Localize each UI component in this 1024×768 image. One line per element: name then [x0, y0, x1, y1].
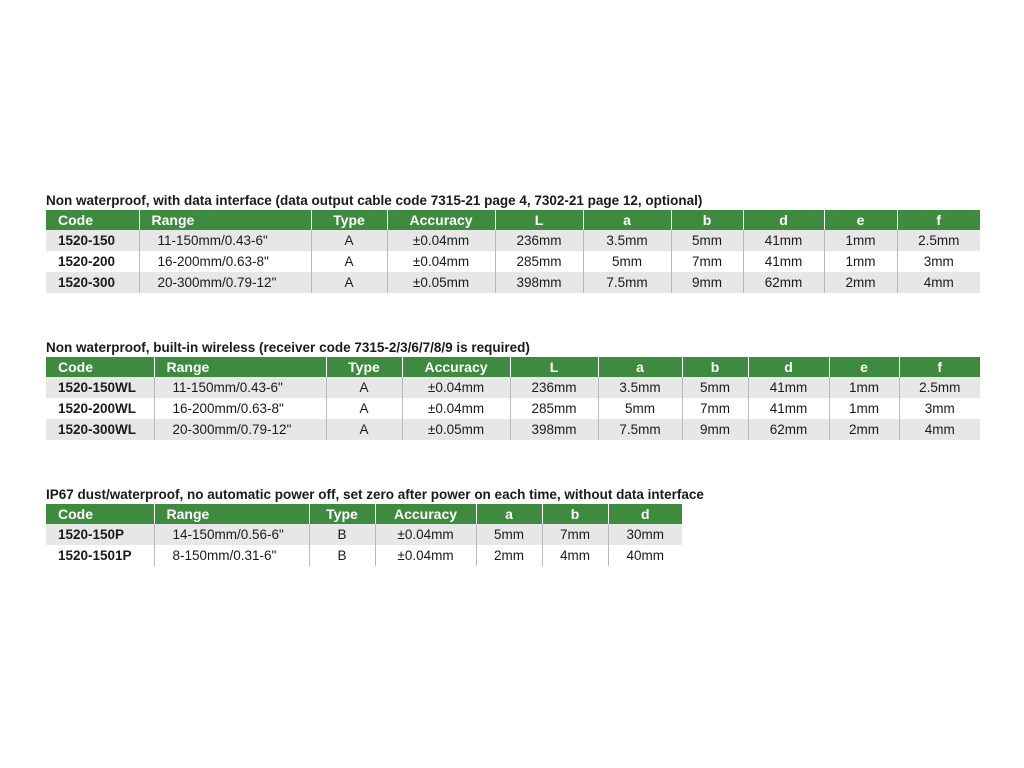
table-cell: 9mm [671, 272, 743, 293]
column-header: Accuracy [387, 210, 495, 230]
table-cell: A [326, 398, 402, 419]
column-header: L [495, 210, 583, 230]
table-cell: 1mm [829, 398, 899, 419]
header-row [46, 504, 682, 524]
table-cell: 236mm [510, 377, 598, 398]
column-header: Type [311, 210, 387, 230]
table-cell: 4mm [897, 272, 980, 293]
column-header: Range [139, 210, 311, 230]
table-cell: 1mm [824, 251, 897, 272]
table-body [46, 524, 682, 566]
table-row [46, 398, 980, 419]
table-cell: 62mm [743, 272, 824, 293]
table-row [46, 377, 980, 398]
table-row [46, 272, 980, 293]
table-cell: 3.5mm [583, 230, 671, 251]
table-cell: B [309, 524, 375, 545]
table-cell: 16-200mm/0.63-8" [139, 251, 311, 272]
table-cell: 7.5mm [583, 272, 671, 293]
column-header: d [743, 210, 824, 230]
table-cell: 5mm [682, 377, 748, 398]
column-header: b [671, 210, 743, 230]
table-cell: 11-150mm/0.43-6" [154, 377, 326, 398]
table-cell: ±0.04mm [402, 398, 510, 419]
section-title: Non waterproof, built-in wireless (receiver code 7315-2/3/6/7/8/9 is required) [46, 340, 530, 355]
code-cell: 1520-150P [46, 524, 154, 545]
table-cell: ±0.04mm [402, 377, 510, 398]
table-cell: ±0.04mm [375, 545, 476, 566]
table-cell: 285mm [495, 251, 583, 272]
table-cell: 7mm [671, 251, 743, 272]
table-cell: A [326, 377, 402, 398]
table-cell: A [326, 419, 402, 440]
table-body [46, 377, 980, 440]
column-header: f [897, 210, 980, 230]
section-data-interface [46, 192, 980, 293]
table-cell: 2.5mm [899, 377, 980, 398]
column-header: Code [46, 504, 154, 524]
table-cell: 398mm [495, 272, 583, 293]
table-cell: 20-300mm/0.79-12" [139, 272, 311, 293]
table-cell: 7mm [542, 524, 608, 545]
spec-table-wireless [46, 357, 980, 440]
table-cell: 1mm [829, 377, 899, 398]
section-ip67 [46, 486, 704, 566]
table-cell: 2.5mm [897, 230, 980, 251]
code-cell: 1520-200 [46, 251, 139, 272]
table-cell: ±0.04mm [387, 230, 495, 251]
table-cell: 9mm [682, 419, 748, 440]
column-header: a [476, 504, 542, 524]
table-cell: 62mm [748, 419, 829, 440]
section-wireless [46, 339, 980, 440]
table-cell: 4mm [542, 545, 608, 566]
column-header: Range [154, 504, 309, 524]
header-row [46, 210, 980, 230]
table-cell: ±0.04mm [387, 251, 495, 272]
table-cell: 7.5mm [598, 419, 682, 440]
column-header: a [583, 210, 671, 230]
table-cell: 41mm [748, 377, 829, 398]
column-header: e [829, 357, 899, 377]
table-cell: 2mm [824, 272, 897, 293]
table-cell: 285mm [510, 398, 598, 419]
table-row [46, 251, 980, 272]
spec-table-ip67 [46, 504, 682, 566]
table-cell: 41mm [743, 230, 824, 251]
table-cell: ±0.05mm [387, 272, 495, 293]
table-row [46, 419, 980, 440]
table-cell: 2mm [476, 545, 542, 566]
column-header: b [682, 357, 748, 377]
table-cell: ±0.05mm [402, 419, 510, 440]
column-header: d [608, 504, 682, 524]
table-cell: 40mm [608, 545, 682, 566]
column-header: Code [46, 210, 139, 230]
table-cell: A [311, 272, 387, 293]
code-cell: 1520-150 [46, 230, 139, 251]
code-cell: 1520-300 [46, 272, 139, 293]
table-row [46, 524, 682, 545]
column-header: Accuracy [375, 504, 476, 524]
column-header: Type [309, 504, 375, 524]
section-title: Non waterproof, with data interface (data output cable code 7315-21 page 4, 7302-21 page 12, optional) [46, 193, 703, 208]
table-cell: 4mm [899, 419, 980, 440]
table-cell: 1mm [824, 230, 897, 251]
table-cell: 5mm [476, 524, 542, 545]
code-cell: 1520-1501P [46, 545, 154, 566]
table-row [46, 545, 682, 566]
column-header: Code [46, 357, 154, 377]
column-header: Accuracy [402, 357, 510, 377]
table-cell: 7mm [682, 398, 748, 419]
spec-table-data-interface [46, 210, 980, 293]
table-cell: 5mm [583, 251, 671, 272]
column-header: Range [154, 357, 326, 377]
table-cell: 41mm [748, 398, 829, 419]
table-cell: 398mm [510, 419, 598, 440]
table-row [46, 230, 980, 251]
table-cell: ±0.04mm [375, 524, 476, 545]
table-cell: 14-150mm/0.56-6" [154, 524, 309, 545]
column-header: L [510, 357, 598, 377]
table-cell: 20-300mm/0.79-12" [154, 419, 326, 440]
table-cell: 236mm [495, 230, 583, 251]
column-header: f [899, 357, 980, 377]
table-cell: A [311, 251, 387, 272]
section-title: IP67 dust/waterproof, no automatic power off, set zero after power on each time, without data interface [46, 487, 704, 502]
table-cell: 11-150mm/0.43-6" [139, 230, 311, 251]
table-body [46, 230, 980, 293]
code-cell: 1520-300WL [46, 419, 154, 440]
table-cell: 41mm [743, 251, 824, 272]
table-cell: 16-200mm/0.63-8" [154, 398, 326, 419]
column-header: b [542, 504, 608, 524]
code-cell: 1520-150WL [46, 377, 154, 398]
table-cell: 8-150mm/0.31-6" [154, 545, 309, 566]
table-cell: 5mm [671, 230, 743, 251]
table-cell: 3mm [897, 251, 980, 272]
table-cell: A [311, 230, 387, 251]
table-cell: 2mm [829, 419, 899, 440]
column-header: e [824, 210, 897, 230]
table-cell: 3mm [899, 398, 980, 419]
column-header: a [598, 357, 682, 377]
table-cell: 3.5mm [598, 377, 682, 398]
table-cell: 5mm [598, 398, 682, 419]
code-cell: 1520-200WL [46, 398, 154, 419]
column-header: Type [326, 357, 402, 377]
column-header: d [748, 357, 829, 377]
table-cell: 30mm [608, 524, 682, 545]
table-cell: B [309, 545, 375, 566]
header-row [46, 357, 980, 377]
